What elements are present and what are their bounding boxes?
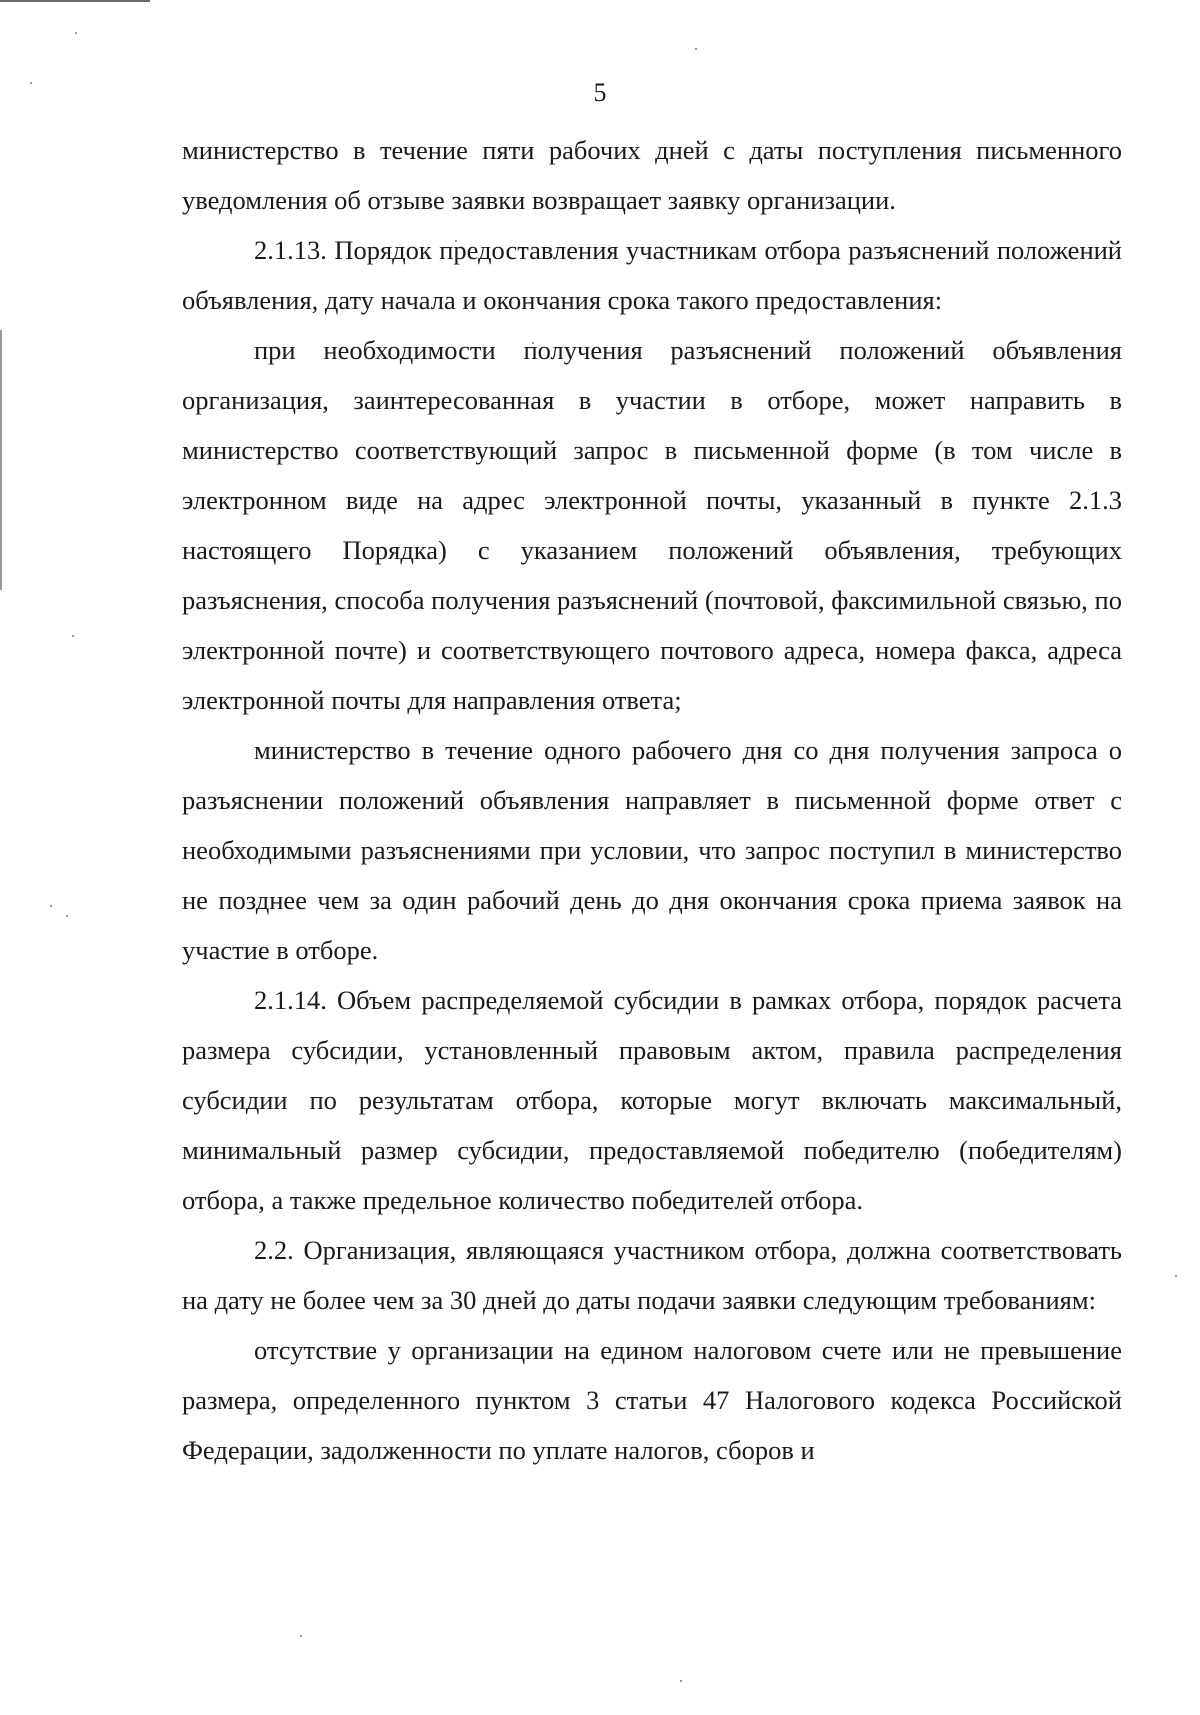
scan-speck (50, 905, 52, 907)
paragraph: министерство в течение пяти рабочих дней с даты поступления письменного уведомления об отзыве заявки возвращает заявку организации. (182, 135, 1122, 215)
page-number: 5 (593, 78, 607, 107)
paragraph: при необходимости получения разъяснений положений объявления организация, заинтересованная в участии в отборе, может направить в министерство соответствующий запрос в письменной форме (в том числе в электронном виде на адрес электронной почты, указанный в пункте 2.1.3 настоящего Порядка) с указанием положений объявления, требующих разъяснения, способа получения разъяснений (почтовой, факсимильной связью, по электронной почте) и соответствующего почтового адреса, номера факса, адреса электронной почты для направления ответа; (182, 335, 1122, 715)
scan-edge-left (0, 330, 2, 590)
scan-speck (680, 1680, 682, 1682)
paragraph: 2.1.13. Порядок предоставления участникам отбора разъяснений положений объявления, дату начала и окончания срока такого предоставления: (182, 235, 1122, 315)
scan-edge-top (0, 0, 150, 2)
scan-speck (695, 48, 697, 50)
scan-speck (75, 32, 77, 34)
scan-speck (1175, 1275, 1177, 1277)
paragraph: 2.2. Организация, являющаяся участником отбора, должна соответствовать на дату не более чем за 30 дней до даты подачи заявки следующим требованиям: (182, 1235, 1122, 1315)
document-body (182, 125, 1122, 1475)
scan-speck (300, 1635, 302, 1637)
paragraph: отсутствие у организации на едином налоговом счете или не превышение размера, определенного пунктом 3 статьи 47 Налогового кодекса Российской Федерации, задолженности по уплате налогов, сборов и (182, 1335, 1122, 1465)
scan-speck (72, 635, 74, 637)
paragraph: министерство в течение одного рабочего дня со дня получения запроса о разъяснении положений объявления направляет в письменной форме ответ с необходимыми разъяснениями при условии, что запрос поступил в министерство не позднее чем за один рабочий день до дня окончания срока приема заявок на участие в отборе. (182, 735, 1122, 965)
scan-speck (66, 915, 68, 917)
paragraph: 2.1.14. Объем распределяемой субсидии в рамках отбора, порядок расчета размера субсидии, установленный правовым актом, правила распределения субсидии по результатам отбора, которые могут включать максимальный, минимальный размер субсидии, предоставляемой победителю (победителям) отбора, а также предельное количество победителей отбора. (182, 985, 1122, 1215)
